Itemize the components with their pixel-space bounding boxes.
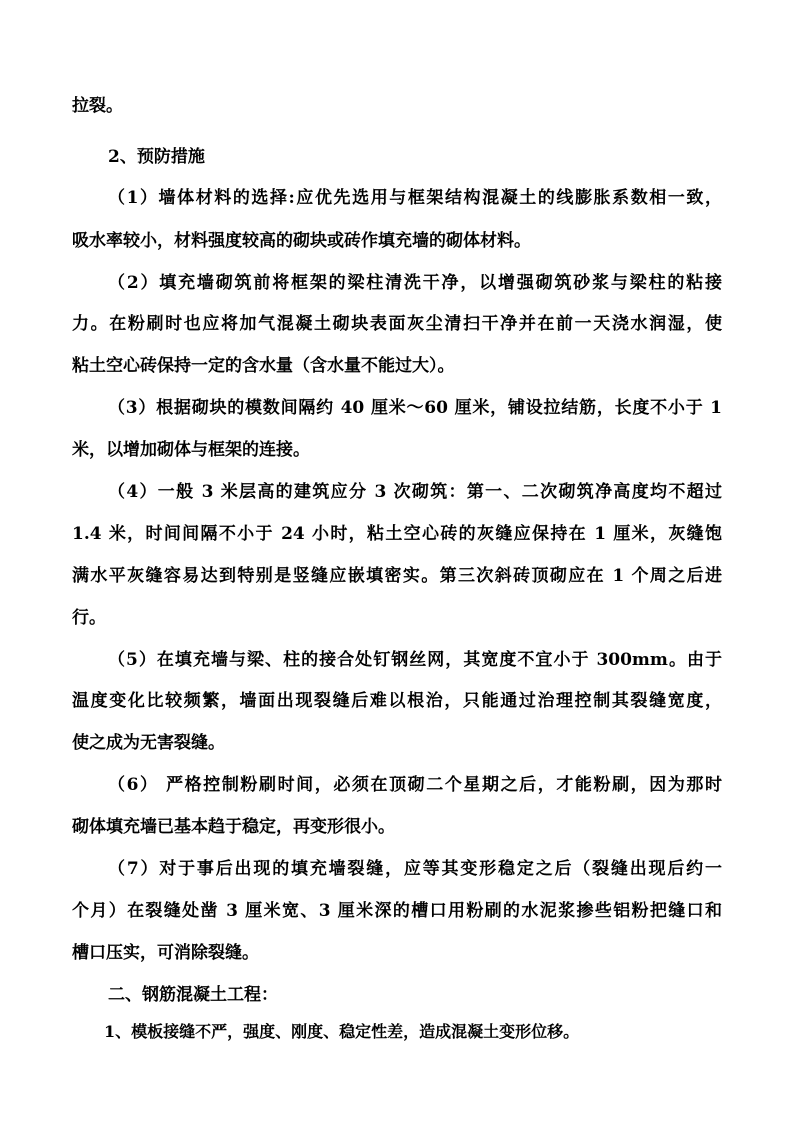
paragraph-line: 粘土空心砖保持一定的含水量（含水量不能过大）。: [72, 356, 455, 376]
paragraph-line: 行。: [72, 608, 106, 628]
paragraph-line: （6） 严格控制粉刷时间，必须在顶砌二个星期之后，才能粉刷，因为那时: [108, 775, 722, 795]
paragraph-line: 个月）在裂缝处凿 3 厘米宽、3 厘米深的槽口用粉刷的水泥浆掺些铝粉把缝口和: [72, 901, 722, 921]
paragraph-line: （1）墙体材料的选择:应优先选用与框架结构混凝土的线膨胀系数相一致，: [108, 188, 722, 208]
paragraph-line: 温度变化比较频繁，墙面出现裂缝后难以根治，只能通过治理控制其裂缝宽度，: [72, 691, 722, 711]
paragraph-line: 使之成为无害裂缝。: [72, 733, 225, 753]
paragraph-line: （2）填充墙砌筑前将框架的梁柱清洗干净，以增强砌筑砂浆与梁柱的粘接: [108, 273, 722, 293]
paragraph-line: 吸水率较小，材料强度较高的砌块或砖作填充墙的砌体材料。: [72, 231, 531, 251]
section-heading: 2、预防措施: [108, 147, 205, 167]
paragraph-line: 拉裂。: [72, 96, 123, 116]
paragraph-line: （3）根据砌块的模数间隔约 40 厘米～60 厘米，铺设拉结筋，长度不小于 1: [108, 398, 722, 418]
paragraph-line: 米，以增加砌体与框架的连接。: [72, 440, 310, 460]
paragraph-line: 1.4 米，时间间隔不小于 24 小时，粘土空心砖的灰缝应保持在 1 厘米，灰缝饱: [72, 524, 722, 544]
paragraph-line: 砌体填充墙已基本趋于稳定，再变形很小。: [72, 817, 395, 837]
paragraph-line: 力。在粉刷时也应将加气混凝土砌块表面灰尘清扫干净并在前一天浇水润湿，使: [72, 314, 722, 334]
paragraph-line: 满水平灰缝容易达到特别是竖缝应嵌填密实。第三次斜砖顶砌应在 1 个周之后进: [72, 566, 722, 586]
paragraph-line: 1、模板接缝不严，强度、刚度、稳定性差，造成混凝土变形位移。: [104, 1022, 580, 1041]
paragraph-line: （4）一般 3 米层高的建筑应分 3 次砌筑：第一、二次砌筑净高度均不超过: [108, 482, 722, 502]
section-heading: 二、钢筋混凝土工程：: [108, 985, 278, 1005]
paragraph-line: （5）在填充墙与梁、柱的接合处钉钢丝网，其宽度不宜小于 300mm。由于: [108, 650, 722, 670]
paragraph-line: （7）对于事后出现的填充墙裂缝，应等其变形稳定之后（裂缝出现后约一: [108, 859, 722, 879]
paragraph-line: 槽口压实，可消除裂缝。: [72, 943, 259, 963]
